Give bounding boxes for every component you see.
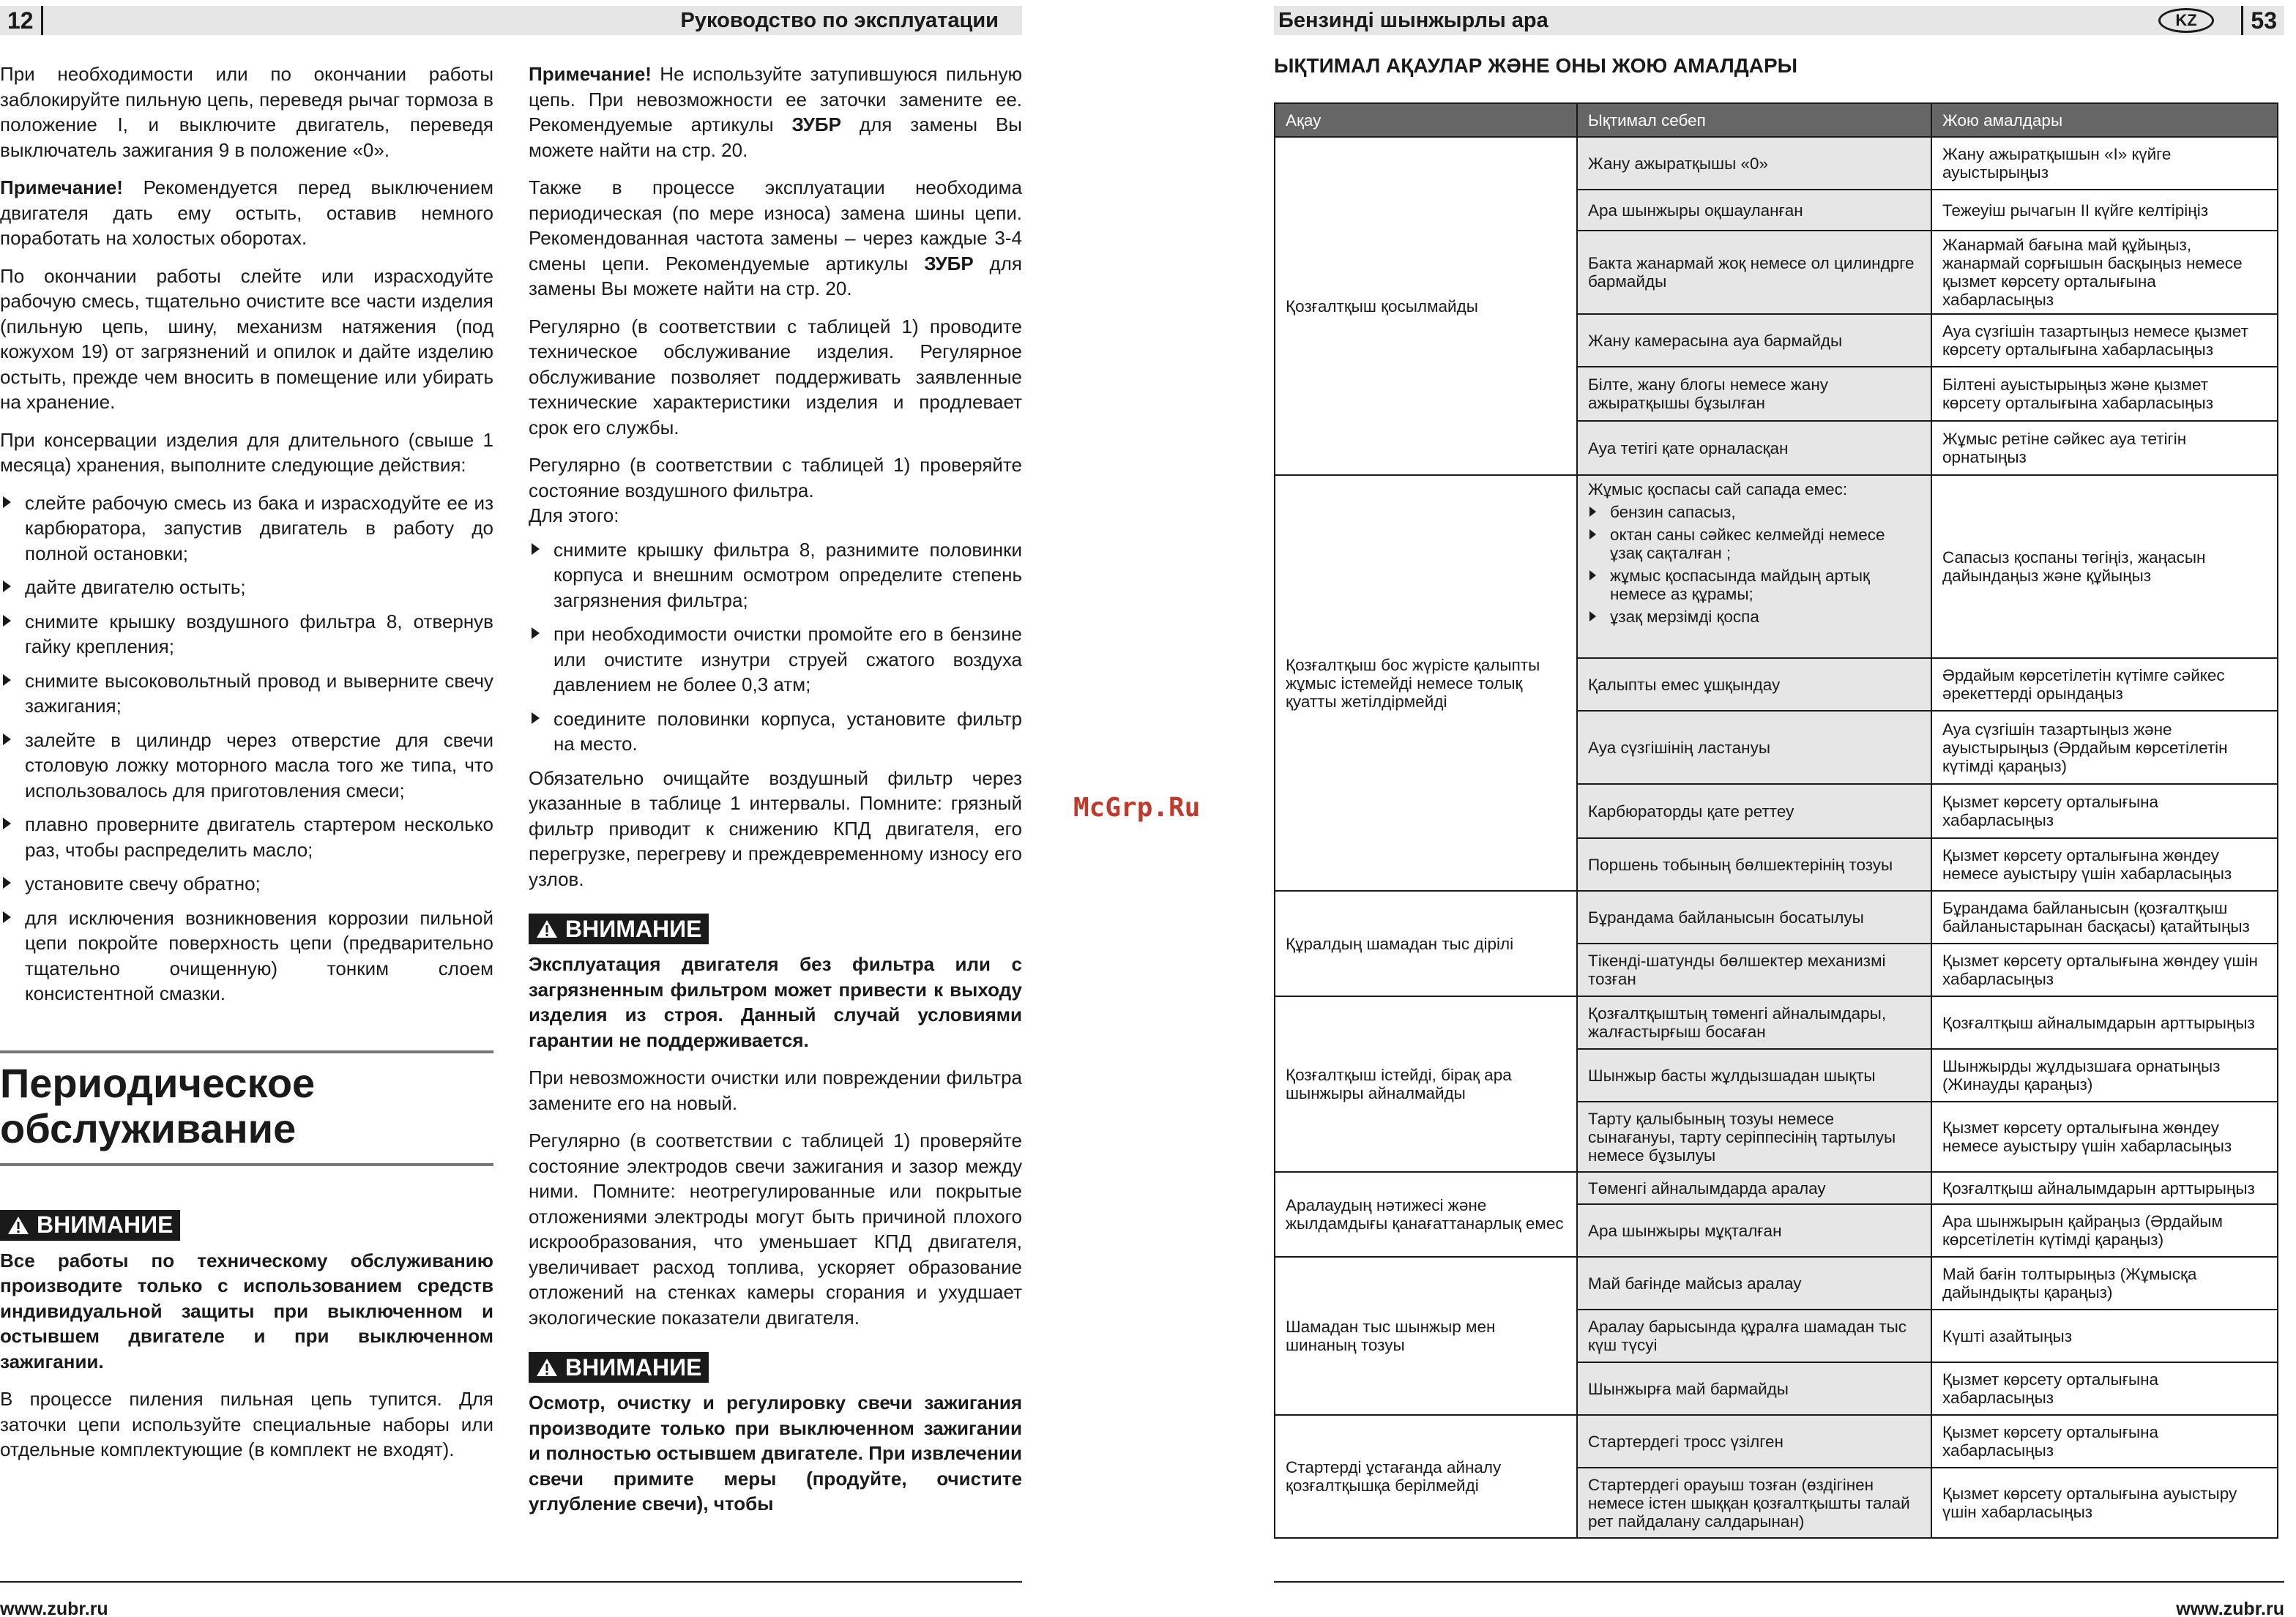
section-heading-block: [0, 1050, 493, 1166]
list-item: снимите крышку фильтра 8, разнимите половинки корпуса и внешним осмотром определите степень загрязнения фильтра;: [529, 537, 1022, 613]
table-row: [1275, 137, 2278, 190]
note-paragraph: [529, 61, 1022, 163]
header-title: Бензинді шынжырлы ара: [1278, 8, 1548, 32]
section-title-line: Периодическое: [0, 1059, 316, 1106]
cause-cell: [1577, 475, 1931, 658]
solution-cell: Тежеуіш рычагын II күйге келтіріңіз: [1931, 190, 2278, 231]
solution-cell: Қызмет көрсету орталығына жөндеу немесе ауыстыру үшін хабарласыңыз: [1931, 1102, 2278, 1172]
solution-cell: Қызмет көрсету орталығына жөндеу үшін хабарласыңыз: [1931, 944, 2278, 996]
solution-cell: Ара шынжырын қайраңыз (Әрдайым көрсетілетін күтімді қараңыз): [1931, 1204, 2278, 1257]
cause-cell: Шынжырға май бармайды: [1577, 1362, 1931, 1415]
warning-text: Осмотр, очистку и регулировку свечи зажигания производите только при выключенном зажигании и полностью остывшем двигателе. При извлечении свечи примите меры (продуйте, очистите углубление свечи), чтобы: [529, 1392, 1022, 1515]
table-row: [1275, 1257, 2278, 1310]
left-column-2: [529, 61, 1022, 1529]
note-text: Не используйте затупившуюся пильную цепь. При невозможности ее заточки замените ее. Рекомендуемые артикулы: [529, 63, 1022, 135]
cause-cell: Карбюраторды қате реттеу: [1577, 784, 1931, 838]
cause-cell: Төменгі айналымдарда аралау: [1577, 1172, 1931, 1204]
solution-cell: Қызмет көрсету орталығына жөндеу немесе ауыстыру үшін хабарласыңыз: [1931, 838, 2278, 891]
warning-text: Все работы по техническому обслуживанию производите только с использованием средств индивидуальной защиты при выключенном и остывшем двигателе и при выключенном зажигании.: [0, 1249, 493, 1373]
cause-cell: Қалыпты емес ұшқындау: [1577, 658, 1931, 711]
footer-rule: [0, 1581, 1022, 1583]
note-label: Примечание!: [0, 176, 123, 198]
list-item: для исключения возникновения коррозии пильной цепи покройте поверхность цепи (предварительно тщательно очищенную) тонким слоем консистентной смазки.: [0, 905, 493, 1007]
table-row: [1275, 1415, 2278, 1468]
brand-name: ЗУБР: [924, 252, 974, 275]
watermark: McGrp.Ru: [1073, 793, 1201, 823]
solution-cell: Шынжырды жұлдызшаға орнатыңыз (Жинауды қараңыз): [1931, 1049, 2278, 1102]
list-item: бензин сапасыз,: [1588, 503, 1920, 521]
warning-text: [529, 952, 1022, 1053]
warning-label: ВНИМАНИЕ: [565, 1353, 702, 1381]
paragraph: [529, 175, 1022, 302]
paragraph-text: Для этого:: [529, 504, 619, 526]
cause-cell: Бұрандама байланысын босатылуы: [1577, 891, 1931, 944]
warning-label: ВНИМАНИЕ: [37, 1211, 174, 1239]
cause-cell: Жану ажыратқышы «0»: [1577, 137, 1931, 190]
solution-cell: Жұмыс ретіне сәйкес ауа тетігін орнатыңыз: [1931, 421, 2278, 475]
right-page: [1274, 0, 2296, 1617]
problem-cell: Қозғалтқыш бос жүрісте қалыпты жұмыс істемейді немесе толық қуатты жетілдірмейді: [1275, 475, 1577, 891]
solution-cell: Күшті азайтыңыз: [1931, 1310, 2278, 1362]
warning-triangle-icon: [7, 1216, 29, 1235]
paragraph: При необходимости или по окончании работы заблокируйте пильную цепь, переведя рычаг тормоза в положение I, и выключите двигатель, переведя выключатель зажигания 9 в положение «0».: [0, 63, 493, 161]
solution-cell: Қызмет көрсету орталығына хабарласыңыз: [1931, 1362, 2278, 1415]
paragraph: Обязательно очищайте воздушный фильтр через указанные в таблице 1 интервалы. Помните: грязный фильтр приводит к снижению КПД двигателя, его перегрузке, перегреву и преждевременному износу его узлов.: [529, 766, 1022, 890]
cause-cell: Білте, жану блогы немесе жану ажыратқышы бұзылған: [1577, 367, 1931, 421]
problem-cell: Аралаудың нәтижесі және жылдамдығы қанағаттанарлық емес: [1275, 1172, 1577, 1257]
problem-cell: Шамадан тыс шынжыр мен шинаның тозуы: [1275, 1257, 1577, 1415]
warning-badge: [529, 914, 709, 944]
solution-cell: Май бағін толтырыңыз (Жұмысқа дайындықты қараңыз): [1931, 1257, 2278, 1310]
table-heading: ЫҚТИМАЛ АҚАУЛАР ЖӘНЕ ОНЫ ЖОЮ АМАЛДАРЫ: [1274, 54, 1798, 77]
list-item: соедините половинки корпуса, установите фильтр на место.: [529, 706, 1022, 757]
paragraph: Регулярно (в соответствии с таблицей 1) проверяйте состояние электродов свечи зажигания и зазор между ними. Помните: неотрегулированные или покрытые отложениями электроды могут быть причиной плохого искрообразования, что уменьшает КПД двигателя, увеличивает расход топлива, ускоряет образование отложений на стенках камеры сгорания и ухудшает экологические показатели двигателя.: [529, 1129, 1022, 1329]
paragraph: По окончании работы слейте или израсходуйте рабочую смесь, тщательно очистите все части изделия (пильную цепь, шину, механизм натяжения (под кожухом 19) от загрязнений и опилок и дайте изделию остыть, прежде чем вносить в помещение или убирать на хранение.: [0, 264, 493, 413]
column-header: Ықтимал себеп: [1577, 103, 1931, 137]
solution-cell: Қозғалтқыш айналымдарын арттырыңыз: [1931, 996, 2278, 1049]
solution-cell: Бұрандама байланысын (қозғалтқыш байланыстарынан басқасы) қатайтыңыз: [1931, 891, 2278, 944]
paragraph: [529, 452, 1022, 529]
paragraph: Регулярно (в соответствии с таблицей 1) проводите техническое обслуживание изделия. Регулярное обслуживание позволяет поддерживать заявленные технические характеристики изделия и продлевает срок его службы.: [529, 315, 1022, 438]
column-header: Жою амалдары: [1931, 103, 2278, 137]
cause-cell: Бакта жанармай жоқ немесе ол цилиндрге бармайды: [1577, 231, 1931, 314]
left-page-header: [0, 6, 1022, 35]
solution-cell: Әрдайым көрсетілетін күтімге сәйкес әрекеттерді орындаңыз: [1931, 658, 2278, 711]
paragraph: При консервации изделия для длительного (свыше 1 месяца) хранения, выполните следующие действия:: [0, 428, 493, 476]
warning-text-part: Эксплуатация двигателя без фильтра или с загрязненным фильтром может привести к выходу изделия из строя: [529, 953, 1022, 1026]
troubleshooting-table: [1274, 102, 2278, 1539]
cause-cell: Стартердегі орауыш тозған (өздігінен немесе істен шыққан қозғалтқышты талай рет пайдалану салдарынан): [1577, 1468, 1931, 1538]
solution-cell: Ауа сүзгішін тазартыңыз немесе қызмет көрсету орталығына хабарласыңыз: [1931, 314, 2278, 367]
paragraph: В процессе пиления пильная цепь тупится. Для заточки цепи используйте специальные наборы или отдельные комплектующие (в комплект не входят).: [0, 1388, 493, 1460]
solution-cell: Ауа сүзгішін тазартыңыз және ауыстырыңыз (Әрдайым көрсетілетін күтімді қараңыз): [1931, 711, 2278, 784]
warning-badge: [0, 1210, 180, 1241]
cause-cell: Ара шынжыры оқшауланған: [1577, 190, 1931, 231]
cause-cell: Тікенді-шатунды бөлшектер механизмі тозған: [1577, 944, 1931, 996]
cause-cell: Поршень тобының бөлшектерінің тозуы: [1577, 838, 1931, 891]
cause-cell: Аралау барысында құралға шамадан тыс күш түсуі: [1577, 1310, 1931, 1362]
note-text: Рекомендуется перед выключением двигателя дать ему остыть, оставив немного поработать на холостых оборотах.: [0, 176, 493, 249]
cause-cell: Ара шынжыры мұқталған: [1577, 1204, 1931, 1257]
cause-cell: Ауа тетігі қате орналасқан: [1577, 421, 1931, 475]
cause-cell: Жану камерасына ауа бармайды: [1577, 314, 1931, 367]
note-paragraph: [0, 175, 493, 251]
footer-url-link[interactable]: www.zubr.ru: [0, 1599, 108, 1617]
table-row: [1275, 891, 2278, 944]
problem-cell: Құралдың шамадан тыс дірілі: [1275, 891, 1577, 996]
note-label: Примечание!: [529, 63, 652, 85]
footer-rule: [1274, 1581, 2284, 1583]
table-header-row: [1275, 103, 2278, 137]
problem-cell: Қозғалтқыш қосылмайды: [1275, 137, 1577, 475]
list-item: ұзақ мерзімді қоспа: [1588, 608, 1920, 626]
problem-cell: Қозғалтқыш істейді, бірақ ара шынжыры айналмайды: [1275, 996, 1577, 1172]
warning-triangle-icon: [536, 919, 558, 938]
left-column-1: [0, 61, 493, 1475]
cause-cell: Тарту қалыбының тозуы немесе сынағануы, тарту серіппесінің тартылуы немесе бұзылуы: [1577, 1102, 1931, 1172]
fuel-issues-list: [1588, 503, 1920, 626]
list-item: снимите высоковольтный провод и выверните свечу зажигания;: [0, 668, 493, 719]
left-page: [0, 0, 1025, 1617]
solution-cell: Қызмет көрсету орталығына хабарласыңыз: [1931, 1415, 2278, 1468]
header-title: Руководство по эксплуатации: [680, 8, 999, 32]
list-item: октан саны сәйкес келмейді немесе ұзақ сақталған ;: [1588, 526, 1920, 562]
problem-cell: Стартерді ұстағанда айналу қозғалтқышқа берілмейді: [1275, 1415, 1577, 1538]
cause-cell: Стартердегі тросс үзілген: [1577, 1415, 1931, 1468]
paragraph-text: Регулярно (в соответствии с таблицей 1) проверяйте состояние воздушного фильтра.: [529, 454, 1022, 501]
list-item: дайте двигателю остыть;: [0, 575, 493, 600]
paragraph-text: Также в процессе эксплуатации необходима периодическая (по мере износа) замена шины цепи. Рекомендованная частота замены – через каждые 3-4 смены цепи. Рекомендуемые артикулы: [529, 176, 1022, 275]
storage-steps-list: [0, 490, 493, 1007]
column-header: Ақау: [1275, 103, 1577, 137]
note-text: для замены Вы можете найти на стр. 20.: [529, 113, 1022, 161]
list-item: снимите крышку воздушного фильтра 8, отвернув гайку крепления;: [0, 609, 493, 660]
warning-label: ВНИМАНИЕ: [565, 915, 702, 942]
section-title: [0, 1061, 493, 1151]
table-row: [1275, 475, 2278, 658]
solution-cell: Қызмет көрсету орталығына ауыстыру үшін хабарласыңыз: [1931, 1468, 2278, 1538]
paragraph-text: для замены Вы можете найти на стр. 20.: [529, 252, 1022, 299]
list-item: залейте в цилиндр через отверстие для свечи столовую ложку моторного масла того же типа, что использовалось для приготовления смеси;: [0, 728, 493, 804]
solution-cell: Қозғалтқыш айналымдарын арттырыңыз: [1931, 1172, 2278, 1204]
solution-cell: Жану ажыратқышын «I» күйге ауыстырыңыз: [1931, 137, 2278, 190]
language-badge: KZ: [2158, 8, 2214, 33]
solution-cell: Сапасыз қоспаны төгіңіз, жаңасын дайындаңыз және құйыңыз: [1931, 475, 2278, 658]
page-number: 53: [2241, 6, 2284, 35]
cause-cell: Ауа сүзгішінің ластануы: [1577, 711, 1931, 784]
table-row: [1275, 996, 2278, 1049]
list-item: слейте рабочую смесь из бака и израсходуйте ее из карбюратора, запустив двигатель в работу до полной остановки;: [0, 490, 493, 567]
cause-cell: Қозғалтқыштың төменгі айналымдары, жалғастырғыш босаған: [1577, 996, 1931, 1049]
list-item: при необходимости очистки промойте его в бензине или очистите изнутри струей сжатого воздуха давлением не более 0,3 атм;: [529, 621, 1022, 698]
brand-name: ЗУБР: [791, 113, 841, 135]
solution-cell: Жанармай бағына май құйыңыз, жанармай сорғышын басқыңыз немесе қызмет көрсету орталығына хабарласыңыз: [1931, 231, 2278, 314]
cause-cell: Шынжыр басты жұлдызшадан шықты: [1577, 1049, 1931, 1102]
cause-cell: Май бағінде майсыз аралау: [1577, 1257, 1931, 1310]
solution-cell: Қызмет көрсету орталығына хабарласыңыз: [1931, 784, 2278, 838]
warning-triangle-icon: [536, 1358, 558, 1377]
right-page-header: [1274, 6, 2284, 35]
table-row: [1275, 1172, 2278, 1204]
list-item: плавно проверните двигатель стартером несколько раз, чтобы распределить масло;: [0, 812, 493, 862]
solution-cell: Білтені ауыстырыңыз және қызмет көрсету орталығына хабарласыңыз: [1931, 367, 2278, 421]
filter-steps-list: [529, 537, 1022, 757]
section-title-line: обслуживание: [0, 1105, 297, 1151]
warning-text-part: . Данный случай условиями гарантии не поддерживается.: [529, 1004, 1022, 1051]
paragraph: При невозможности очистки или повреждении фильтра замените его на новый.: [529, 1067, 1022, 1114]
fuel-intro: Жұмыс қоспасы сай сапада емес:: [1588, 480, 1848, 498]
list-item: установите свечу обратно;: [0, 871, 493, 897]
page-number: 12: [0, 6, 43, 35]
warning-badge: [529, 1352, 709, 1383]
list-item: жұмыс қоспасында майдың артық немесе аз құрамы;: [1588, 567, 1920, 603]
footer-url-link[interactable]: www.zubr.ru: [2176, 1599, 2284, 1617]
